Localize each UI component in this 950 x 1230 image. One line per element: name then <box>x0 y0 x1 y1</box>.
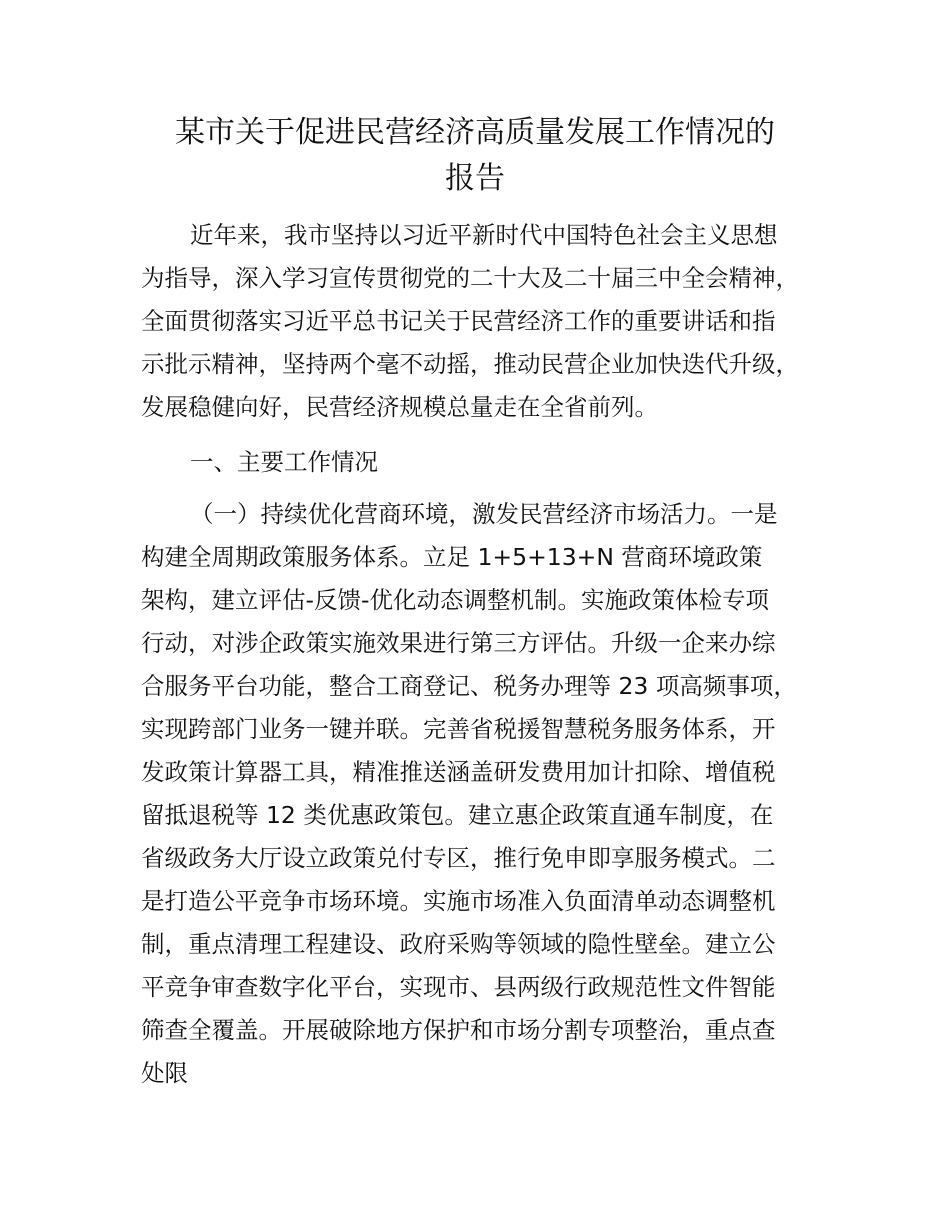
body-line: 留抵退税等 12 类优惠政策包。建立惠企政策直通车制度，在 <box>141 801 774 829</box>
body-line: （一）持续优化营商环境，激发民营经济市场活力。一是 <box>190 500 778 528</box>
body-line: 发政策计算器工具，精准推送涵盖研发费用加计扣除、增值税 <box>141 758 776 786</box>
body-line: 发展稳健向好，民营经济规模总量走在全省前列。 <box>141 393 658 421</box>
body-line: 是打造公平竞争市场环境。实施市场准入负面清单动态调整机 <box>141 887 776 915</box>
body-line: 全面贯彻落实习近平总书记关于民营经济工作的重要讲话和指 <box>141 307 776 335</box>
body-line: 省级政务大厅设立政策兑付专区，推行免申即享服务模式。二 <box>141 844 776 872</box>
body-line: 行动，对涉企政策实施效果进行第三方评估。升级一企来办综 <box>141 629 776 657</box>
body-line: 示批示精神，坚持两个毫不动摇，推动民营企业加快迭代升级， <box>141 350 799 378</box>
body-line: 架构，建立评估-反馈-优化动态调整机制。实施政策体检专项 <box>141 586 769 614</box>
body-line: 筛查全覆盖。开展破除地方保护和市场分割专项整治，重点查 <box>141 1016 776 1044</box>
body-line: 实现跨部门业务一键并联。完善省税援智慧税务服务体系，开 <box>141 715 776 743</box>
body-line: 制，重点清理工程建设、政府采购等领域的隐性壁垒。建立公 <box>141 930 776 958</box>
title-line-2: 报告 <box>445 161 505 196</box>
page-title <box>120 110 830 202</box>
body-line: 构建全周期政策服务体系。立足 1+5+13+N 营商环境政策 <box>141 543 763 571</box>
body-line: 平竞争审查数字化平台，实现市、县两级行政规范性文件智能 <box>141 973 776 1001</box>
body-line: 处限 <box>141 1059 188 1087</box>
section-heading: 一、主要工作情况 <box>190 448 378 476</box>
title-line-1: 某市关于促进民营经济高质量发展工作情况的 <box>175 115 775 150</box>
body-line: 合服务平台功能，整合工商登记、税务办理等 23 项高频事项， <box>141 672 797 700</box>
body-line: 近年来，我市坚持以习近平新时代中国特色社会主义思想 <box>190 221 778 249</box>
body-line: 为指导，深入学习宣传贯彻党的二十大及二十届三中全会精神， <box>141 264 799 292</box>
